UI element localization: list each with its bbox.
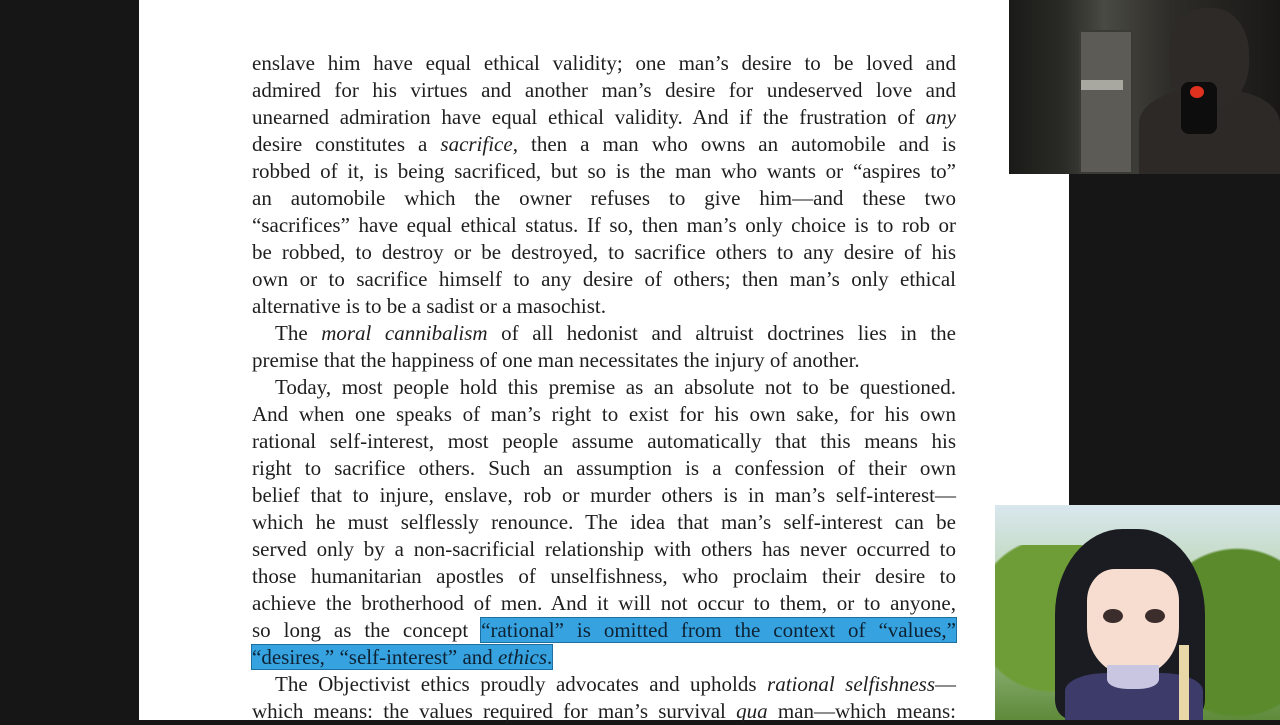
avatar-left-eye <box>1103 609 1123 623</box>
cabinet-shelf <box>1081 80 1123 90</box>
avatar-pole <box>1179 645 1189 720</box>
text-line: those humanitarian apostles of unselfishness, who proclaim their desire to <box>252 564 956 588</box>
text-line: rational self-interest, most people assume automatically that this means his <box>252 429 956 453</box>
webcam-red-light <box>1190 86 1204 98</box>
text-line: which means: the values required for man’s survival qua man—which means: <box>252 699 956 723</box>
webcam-overlay <box>1009 0 1280 174</box>
text-line: The moral cannibalism of all hedonist and altruist doctrines lies in the <box>275 321 956 345</box>
text-line: “sacrifices” have equal ethical status. If so, then man’s only choice is to rob or <box>252 213 956 237</box>
text-selection[interactable]: “desires,” “self-interest” and ethics. <box>252 645 553 669</box>
avatar-face <box>1087 569 1179 675</box>
avatar-collar <box>1107 665 1159 689</box>
text-line: belief that to injure, enslave, rob or murder others is in man’s self-interest— <box>252 483 956 507</box>
text-line: be robbed, to destroy or be destroyed, to sacrifice others to any desire of his <box>252 240 956 264</box>
text-line: achieve the brotherhood of men. And it will not occur to them, or to anyone, <box>252 591 956 615</box>
text-line: robbed of it, is being sacrificed, but so is the man who wants or “aspires to” <box>252 159 956 183</box>
text-line <box>252 644 956 671</box>
text-line: premise that the happiness of one man necessitates the injury of another. <box>252 348 860 372</box>
text-line: unearned admiration have equal ethical validity. And if the frustration of any <box>252 105 956 129</box>
text-line: own or to sacrifice himself to any desire of others; then man’s only ethical <box>252 267 956 291</box>
text-line: so long as the concept “rational” is omitted from the context of “values,” <box>252 618 957 642</box>
text-line: right to sacrifice others. Such an assumption is a confession of their own <box>252 456 956 480</box>
anime-avatar-overlay <box>995 505 1280 720</box>
text-line: served only by a non-sacrificial relationship with others has never occurred to <box>252 537 956 561</box>
text-line: which he must selflessly renounce. The idea that man’s self-interest can be <box>252 510 956 534</box>
left-background <box>0 0 139 720</box>
text-line: The Objectivist ethics proudly advocates and upholds rational selfishness— <box>275 672 956 696</box>
text-line: And when one speaks of man’s right to exist for his own sake, for his own <box>252 402 956 426</box>
avatar-right-eye <box>1145 609 1165 623</box>
text-line: desire constitutes a sacrifice, then a man who owns an automobile and is <box>252 132 956 156</box>
document-text[interactable] <box>252 50 956 725</box>
text-selection[interactable]: “rational” is omitted from the context of “values,” <box>481 618 957 642</box>
text-line: enslave him have equal ethical validity; one man’s desire to be loved and <box>252 51 956 75</box>
text-line: alternative is to be a sadist or a masochist. <box>252 294 606 318</box>
text-line: Today, most people hold this premise as an absolute not to be questioned. <box>275 375 956 399</box>
text-line: an automobile which the owner refuses to give him—and these two <box>252 186 956 210</box>
text-line: admired for his virtues and another man’s desire for undeserved love and <box>252 78 956 102</box>
webcam-background-cabinet <box>1079 30 1133 174</box>
